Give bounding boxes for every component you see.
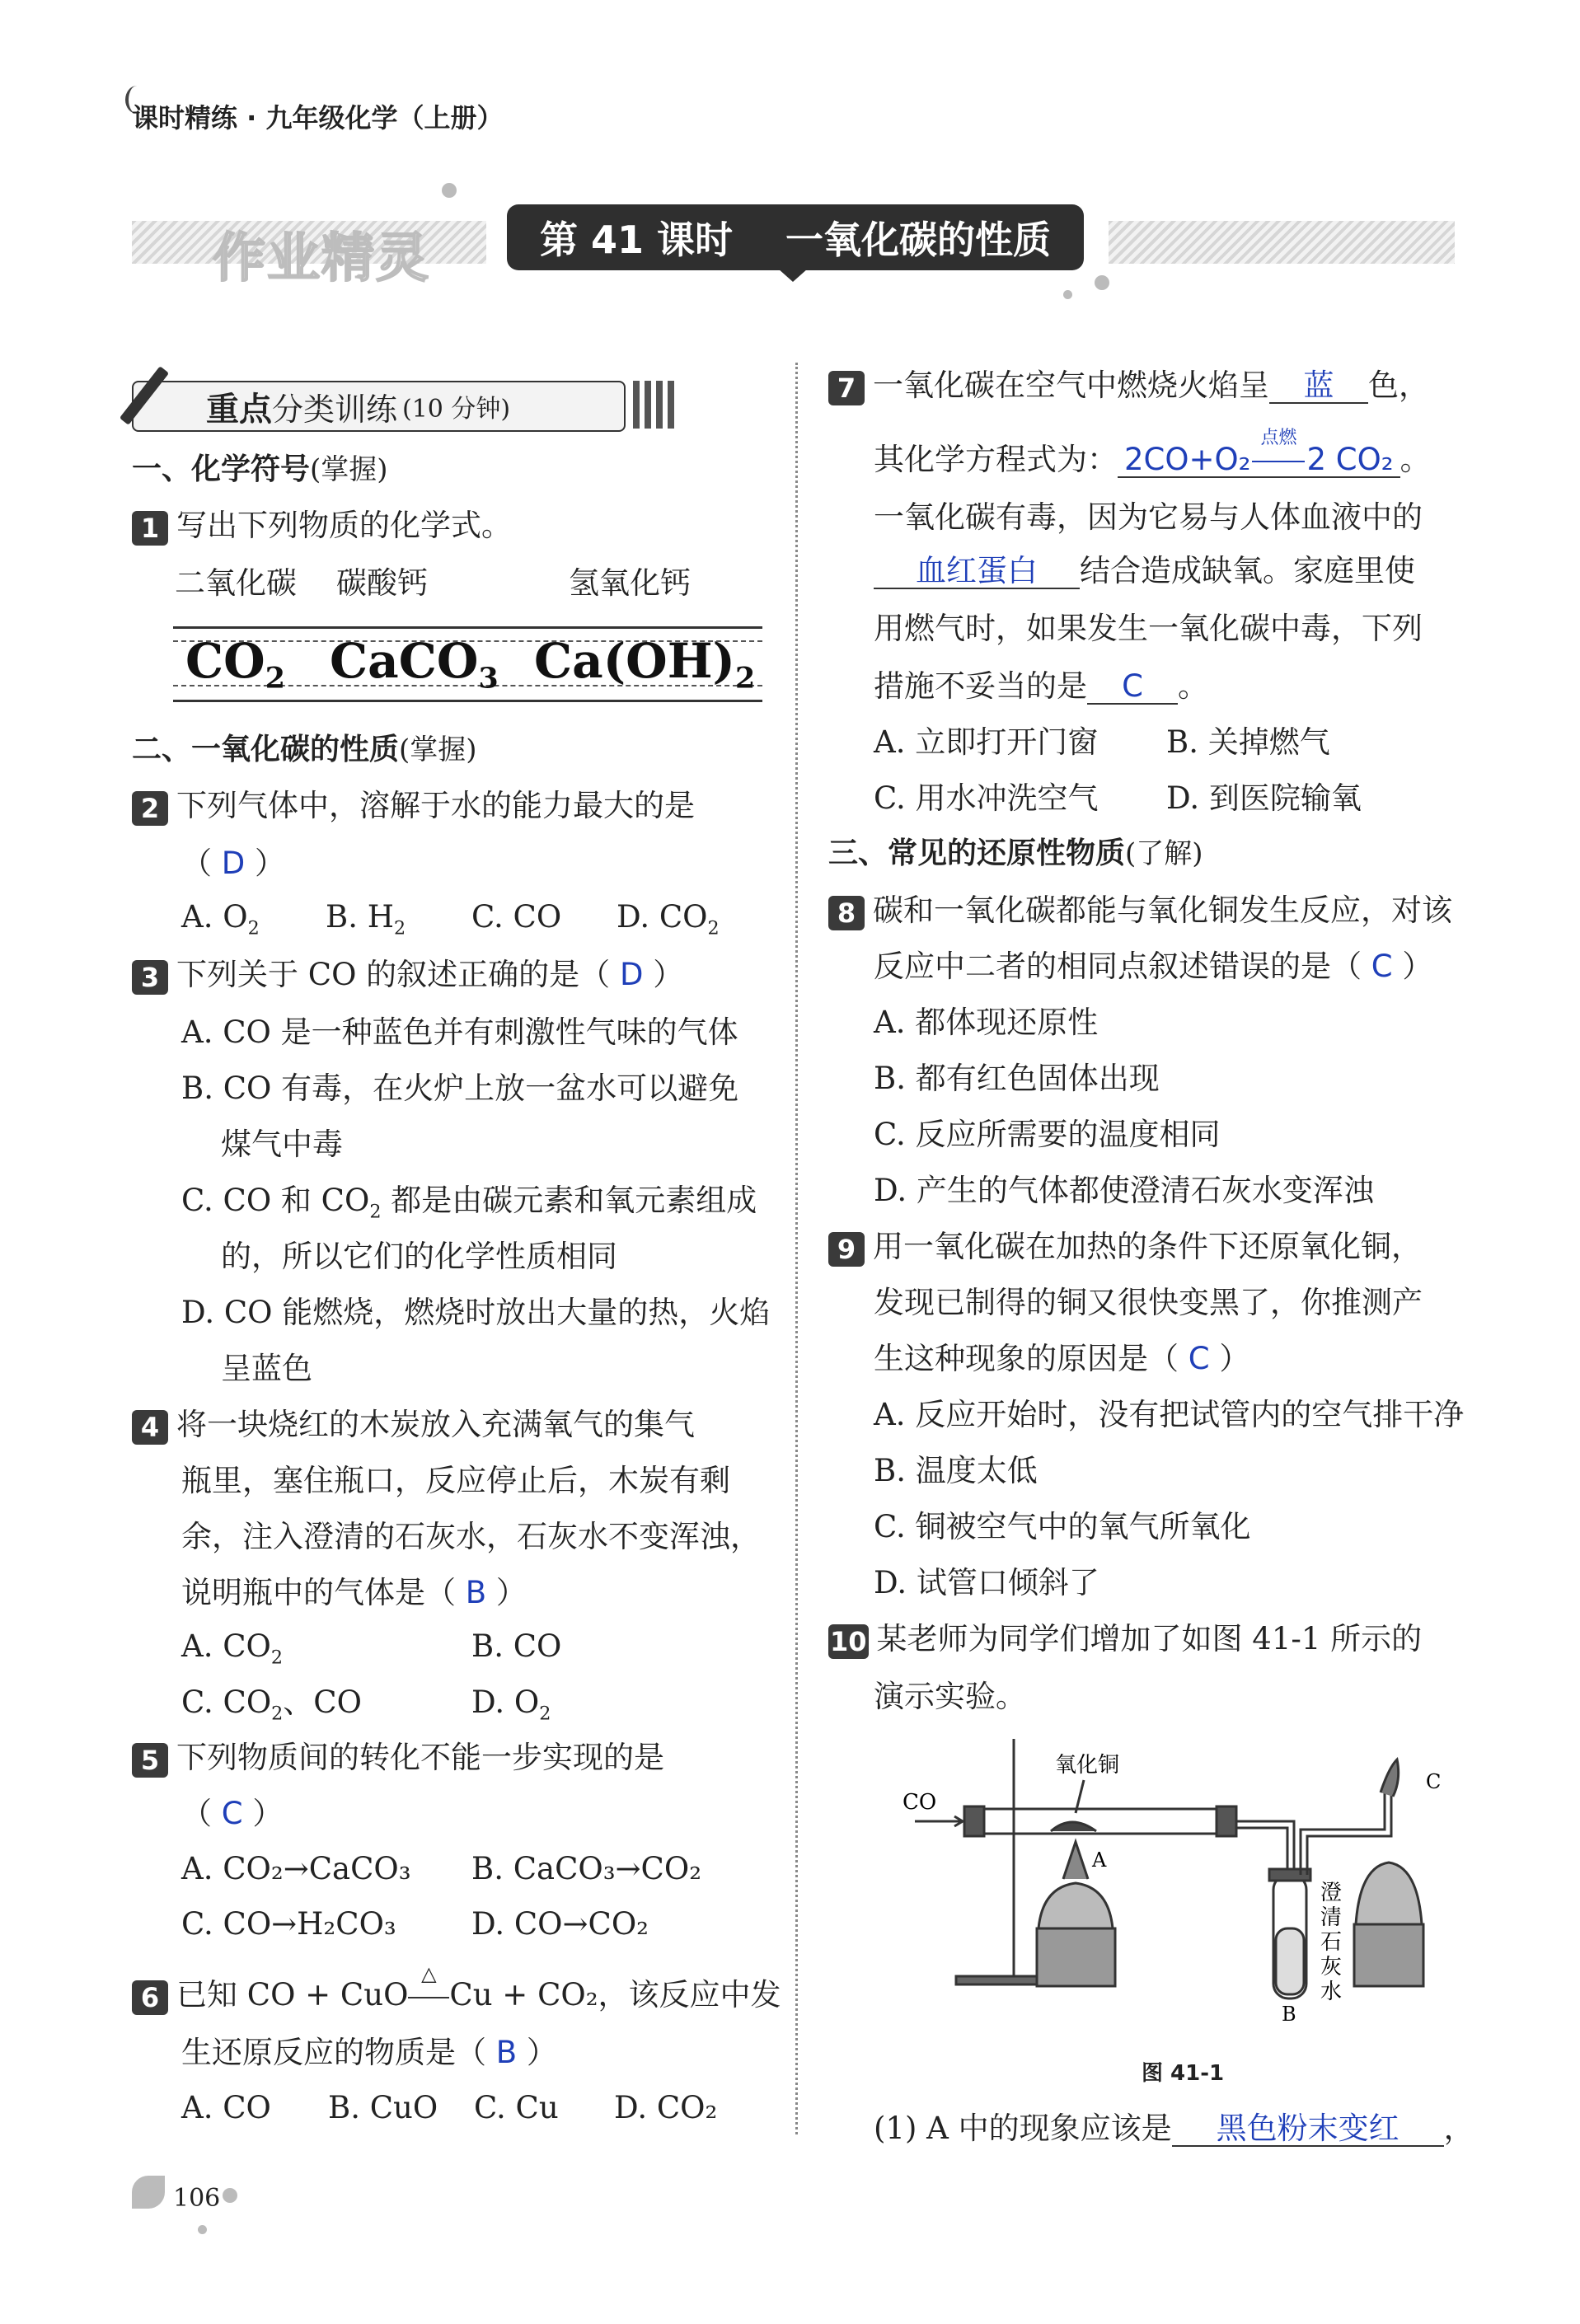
q10-line1: 10 某老师为同学们增加了如图 41-1 所示的 (830, 1621, 1423, 1657)
q3-option-d-line2: 呈蓝色 (221, 1351, 312, 1386)
bars-decoration (633, 381, 679, 432)
q5-option-b: B. CaCO₃→CO₂ (471, 1851, 702, 1886)
q4-option-c: C. $CO_2$、CO (181, 1684, 362, 1725)
section-time: (10 分钟) (402, 395, 511, 424)
column-divider (795, 363, 798, 2134)
q1-name-2: 碳酸钙 (336, 565, 428, 601)
deco-dot (1095, 275, 1109, 290)
q7-blank1: 蓝 (1269, 369, 1368, 404)
q1-number: 1 (132, 511, 168, 546)
q7-line1: 7 一氧化碳在空气中燃烧火焰呈 蓝 色， (828, 367, 1429, 405)
q2-option-d: D. $CO_2$ (617, 899, 720, 939)
svg-text:石: 石 (1320, 1930, 1343, 1955)
q9-option-d: D. 试管口倾斜了 (874, 1565, 1099, 1600)
q9-line3: 生这种现象的原因是（ C ） (874, 1341, 1250, 1376)
banner-stripe-right (1109, 221, 1455, 264)
q3-option-c-line1: C. CO 和 $CO_2$ 都是由碳元素和氧元素组成 (181, 1183, 757, 1223)
q3-stem: 3 下列关于 CO 的叙述正确的是（ D ） (132, 956, 683, 995)
q5-answer: （ C ） (181, 1796, 284, 1831)
q4-option-a: A. $CO_2$ (181, 1628, 284, 1669)
leaf-footer-icon (132, 2176, 165, 2209)
fig-label-co: CO (903, 1790, 937, 1815)
svg-text:清: 清 (1320, 1905, 1343, 1930)
q9-option-a: A. 反应开始时，没有把试管内的空气排干净 (874, 1397, 1465, 1432)
q2-option-c: C. CO (471, 899, 562, 935)
experiment-figure (898, 1731, 1459, 2027)
lesson-title (507, 204, 1084, 270)
q4-option-d: D. $O_2$ (471, 1684, 551, 1725)
deco-dot (442, 183, 457, 198)
q8-option-b: B. 都有红色固体出现 (874, 1061, 1160, 1096)
q7-line3: 一氧化碳有毒，因为它易与人体血液中的 (874, 499, 1423, 535)
deco-dot (223, 2188, 237, 2203)
section-2-heading: 二、一氧化碳的性质(掌握) (132, 733, 477, 766)
q9-option-c: C. 铜被空气中的氧气所氧化 (874, 1509, 1251, 1544)
q6-option-b: B. CuO (328, 2090, 438, 2125)
q4-line2: 瓶里，塞住瓶口，反应停止后，木炭有剩 (181, 1463, 730, 1498)
section-header-box (132, 381, 626, 432)
title-pointer (778, 269, 808, 282)
q9-option-b: B. 温度太低 (874, 1453, 1038, 1488)
q6-option-a: A. CO (181, 2090, 271, 2125)
lesson-topic: 一氧化碳的性质 (785, 218, 1052, 262)
fig-label-b: B (1282, 2003, 1296, 2026)
svg-text:澄: 澄 (1320, 1881, 1343, 1905)
watermark: 作业精灵 (213, 228, 430, 289)
q10-sub1-blank: 黑色粉末变红 (1172, 2112, 1444, 2147)
q5-option-d: D. CO→CO₂ (471, 1906, 649, 1942)
q7-eq-condition: 点燃 (1260, 428, 1297, 448)
section-1-heading: 一、化学符号(掌握) (132, 452, 388, 486)
q7-line6: 措施不妥当的是 C 。 (874, 668, 1208, 704)
q6-line2: 生还原反应的物质是（ B ） (181, 2035, 557, 2070)
q3-option-b-line2: 煤气中毒 (221, 1127, 343, 1162)
q4-line3: 余，注入澄清的石灰水，石灰水不变浑浊， (181, 1519, 761, 1554)
q7-option-d: D. 到医院输氧 (1166, 780, 1362, 816)
q7-option-c: C. 用水冲洗空气 (874, 780, 1099, 816)
deco-dot (198, 2225, 207, 2234)
section-3-heading: 三、常见的还原性物质(了解) (828, 836, 1203, 870)
q3-option-c-line2: 的，所以它们的化学性质相同 (221, 1239, 617, 1274)
q1-formula-2: CaCO$_3$ (330, 633, 499, 696)
page-number: 106 (173, 2184, 221, 2213)
q2-stem: 2 下列气体中，溶解于水的能力最大的是 (132, 787, 695, 826)
q3-option-b-line1: B. CO 有毒，在火炉上放一盆水可以避免 (181, 1071, 739, 1106)
fig-label-c: C (1426, 1770, 1442, 1793)
q7-line2: 其化学方程式为： 2CO+O₂ 点燃 2 CO₂ 。 (874, 441, 1431, 479)
q7-blank3: C (1087, 670, 1178, 705)
q2-option-b: B. $H_2$ (326, 899, 406, 939)
q6-option-d: D. CO₂ (614, 2090, 718, 2125)
q10-line2: 演示实验。 (874, 1679, 1026, 1714)
q1-name-3: 氢氧化钙 (569, 565, 691, 601)
svg-text:灰: 灰 (1320, 1955, 1343, 1980)
q7-option-b: B. 关掉燃气 (1166, 724, 1330, 760)
q4-line4: 说明瓶中的气体是（ B ） (181, 1575, 527, 1610)
fig-label-cuo: 氧化铜 (1055, 1753, 1120, 1778)
q7-line4: 血红蛋白 结合造成缺氧。家庭里使 (874, 552, 1415, 590)
q7-line5: 用燃气时，如果发生一氧化碳中毒，下列 (874, 611, 1423, 646)
q3-option-d-line1: D. CO 能燃烧，燃烧时放出大量的热，火焰 (181, 1295, 771, 1330)
q6-condition: △ (421, 1962, 437, 1985)
q8-line2: 反应中二者的相同点叙述错误的是（ C ） (874, 949, 1433, 984)
q7-option-a: A. 立即打开门窗 (874, 724, 1099, 760)
book-title: 课时精练 · 九年级化学（上册） (132, 102, 504, 134)
fig-label-limewater (1320, 1881, 1342, 2004)
q9-line1: 9 用一氧化碳在加热的条件下还原氧化铜， (828, 1228, 1422, 1267)
q6-line1: 6 已知 CO + CuO △ Cu + CO₂，该反应中发 (132, 1976, 781, 2015)
q2-answer: （ D ） (181, 846, 286, 881)
section-bold: 重点 (206, 390, 272, 429)
q8-line1: 8 碳和一氧化碳都能与氧化铜发生反应，对该 (828, 892, 1452, 930)
q4-option-b: B. CO (471, 1628, 562, 1664)
q4-line1: 4 将一块烧红的木炭放入充满氧气的集气 (132, 1406, 695, 1445)
q1-formula-3: $Ca(OH)_2$ (534, 633, 756, 696)
lesson-number: 第 41 课时 (539, 218, 733, 262)
q1-formula-1: $CO_2$ (185, 633, 285, 696)
q8-option-d: D. 产生的气体都使澄清石灰水变浑浊 (874, 1173, 1374, 1208)
figure-caption: 图 41-1 (1142, 2061, 1225, 2086)
q7-blank2: 血红蛋白 (874, 555, 1080, 589)
q8-option-a: A. 都体现还原性 (874, 1005, 1099, 1040)
q9-line2: 发现已制得的铜又很快变黑了，你推测产 (874, 1285, 1423, 1320)
deco-dot (1063, 290, 1072, 299)
svg-text:水: 水 (1320, 1980, 1343, 2004)
q5-option-a: A. CO₂→CaCO₃ (181, 1851, 411, 1886)
section-rest: 分类训练 (272, 391, 398, 428)
q2-option-a: A. $O_2$ (181, 899, 260, 939)
q1-name-1: 二氧化碳 (175, 565, 297, 601)
fig-label-a: A (1092, 1848, 1107, 1872)
q10-sub1: (1) A 中的现象应该是 黑色粉末变红 ， (874, 2111, 1475, 2146)
q8-option-c: C. 反应所需要的温度相同 (874, 1117, 1221, 1152)
q5-option-c: C. CO→H₂CO₃ (181, 1906, 396, 1942)
q3-option-a: A. CO 是一种蓝色并有刺激性气味的气体 (181, 1014, 738, 1050)
q5-stem: 5 下列物质间的转化不能一步实现的是 (132, 1739, 664, 1778)
q1-stem: 1 写出下列物质的化学式。 (132, 507, 512, 546)
q6-option-c: C. Cu (474, 2090, 559, 2125)
